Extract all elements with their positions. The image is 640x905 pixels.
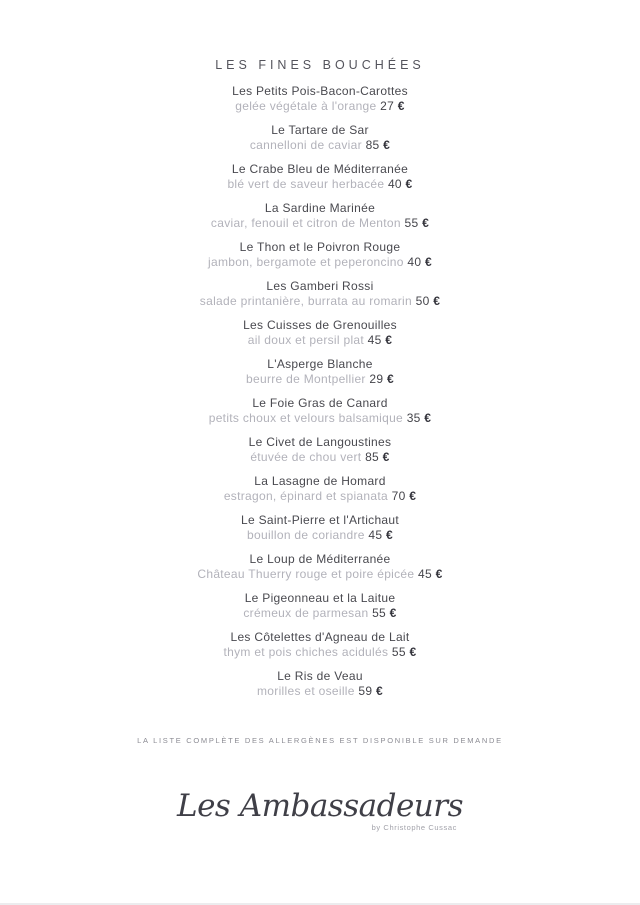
menu-item-name: Le Foie Gras de Canard xyxy=(252,396,388,410)
menu-item-description xyxy=(0,255,640,270)
page-title: LES FINES BOUCHÉES xyxy=(215,58,425,72)
menu-item-price: 40 xyxy=(387,177,402,191)
menu-item-description-text: blé vert de saveur herbacée xyxy=(227,177,385,191)
menu-item-description-text: jambon, bergamote et peperoncino xyxy=(208,255,404,269)
menu-item xyxy=(0,513,640,543)
menu-item-description xyxy=(0,138,640,153)
menu-item-description-text: morilles et oseille xyxy=(257,684,355,698)
menu-item-description-text: cannelloni de caviar xyxy=(249,138,362,152)
menu-item-price: 27 xyxy=(380,99,395,113)
euro-symbol: € xyxy=(385,333,393,347)
menu-item xyxy=(0,240,640,270)
menu-item-description xyxy=(0,450,640,465)
euro-symbol: € xyxy=(389,606,397,620)
menu-item xyxy=(0,318,640,348)
euro-symbol: € xyxy=(405,177,413,191)
euro-symbol: € xyxy=(397,99,405,113)
menu-item-description xyxy=(0,216,640,231)
euro-symbol: € xyxy=(424,411,432,425)
menu-item-description-text: bouillon de coriandre xyxy=(247,528,365,542)
euro-symbol: € xyxy=(409,645,417,659)
menu-item-name: Les Côtelettes d'Agneau de Lait xyxy=(230,630,410,644)
menu-item-price: 59 xyxy=(358,684,373,698)
euro-symbol: € xyxy=(375,684,383,698)
menu-item-description-text: Château Thuerry rouge et poire épicée xyxy=(197,567,415,581)
menu-item-description xyxy=(0,99,640,114)
menu-item-price: 40 xyxy=(407,255,422,269)
brand-byline: by Christophe Cussac xyxy=(371,823,457,832)
menu-item-price: 35 xyxy=(406,411,421,425)
menu-item-description-text: ail doux et persil plat xyxy=(247,333,365,347)
menu-item-price: 55 xyxy=(372,606,387,620)
menu-item-price: 29 xyxy=(369,372,384,386)
menu-item-description-text: beurre de Montpellier xyxy=(246,372,366,386)
menu-item-price: 85 xyxy=(365,450,380,464)
euro-symbol: € xyxy=(385,528,393,542)
menu-item xyxy=(0,123,640,153)
menu-item-description xyxy=(0,333,640,348)
menu-item xyxy=(0,357,640,387)
menu-item-price: 55 xyxy=(404,216,419,230)
menu-item xyxy=(0,84,640,114)
menu-item-description xyxy=(0,177,640,192)
menu-item xyxy=(0,162,640,192)
menu-item-name: Le Ris de Veau xyxy=(277,669,363,683)
allergen-note: LA LISTE COMPLÈTE DES ALLERGÈNES EST DISPONIBLE SUR DEMANDE xyxy=(137,736,503,745)
menu-item-price: 45 xyxy=(368,528,383,542)
menu-item xyxy=(0,669,640,699)
menu-item-name: Le Tartare de Sar xyxy=(271,123,369,137)
menu-item-description xyxy=(0,411,640,426)
euro-symbol: € xyxy=(382,450,390,464)
menu-item-name: Le Pigeonneau et la Laitue xyxy=(244,591,396,605)
euro-symbol: € xyxy=(383,138,391,152)
menu-item xyxy=(0,630,640,660)
menu-item-description xyxy=(0,684,640,699)
menu-item-description-text: gelée végétale à l'orange xyxy=(235,99,377,113)
menu-item-price: 70 xyxy=(391,489,406,503)
menu-item-name: Le Saint-Pierre et l'Artichaut xyxy=(240,513,400,527)
menu-item-price: 55 xyxy=(391,645,406,659)
menu-item-description-text: thym et pois chiches acidulés xyxy=(223,645,389,659)
euro-symbol: € xyxy=(386,372,394,386)
euro-symbol: € xyxy=(435,567,443,581)
euro-symbol: € xyxy=(409,489,417,503)
menu-item xyxy=(0,591,640,621)
menu-item xyxy=(0,474,640,504)
menu-item-description xyxy=(0,294,640,309)
menu-item-description-text: caviar, fenouil et citron de Menton xyxy=(210,216,401,230)
menu-item-description-text: salade printanière, burrata au romarin xyxy=(199,294,412,308)
menu-item-name: Le Thon et le Poivron Rouge xyxy=(239,240,401,254)
menu-item-description xyxy=(0,606,640,621)
menu-item-name: L'Asperge Blanche xyxy=(267,357,373,371)
menu-list xyxy=(0,84,640,699)
menu-item-description-text: estragon, épinard et spianata xyxy=(223,489,388,503)
euro-symbol: € xyxy=(433,294,441,308)
menu-item-name: Les Gamberi Rossi xyxy=(266,279,374,293)
menu-item-name: Les Petits Pois-Bacon-Carottes xyxy=(232,84,408,98)
menu-item-name: La Sardine Marinée xyxy=(264,201,376,215)
brand-logo xyxy=(177,787,463,833)
menu-item-description xyxy=(0,489,640,504)
menu-item-description xyxy=(0,645,640,660)
menu-item-name: La Lasagne de Homard xyxy=(254,474,386,488)
menu-item-price: 85 xyxy=(365,138,380,152)
menu-item-price: 45 xyxy=(418,567,432,581)
menu-item xyxy=(0,279,640,309)
menu-item-name: Les Cuisses de Grenouilles xyxy=(243,318,397,332)
euro-symbol: € xyxy=(424,255,432,269)
menu-item-description-text: petits choux et velours balsamique xyxy=(208,411,404,425)
menu-item-description-text: étuvée de chou vert xyxy=(250,450,362,464)
menu-item-description xyxy=(0,567,640,582)
menu-item-description-text: crémeux de parmesan xyxy=(243,606,369,620)
menu-item-name: Le Crabe Bleu de Méditerranée xyxy=(231,162,409,176)
menu-item-name: Le Civet de Langoustines xyxy=(248,435,392,449)
menu-item xyxy=(0,435,640,465)
menu-item-description xyxy=(0,528,640,543)
menu-item xyxy=(0,201,640,231)
menu-item xyxy=(0,396,640,426)
menu-item xyxy=(0,552,640,582)
menu-item-description xyxy=(0,372,640,387)
menu-item-price: 45 xyxy=(367,333,382,347)
euro-symbol: € xyxy=(422,216,430,230)
brand-script-name: Les Ambassadeurs xyxy=(177,788,463,824)
menu-item-price: 50 xyxy=(415,294,430,308)
menu-item-name: Le Loup de Méditerranée xyxy=(249,552,391,566)
